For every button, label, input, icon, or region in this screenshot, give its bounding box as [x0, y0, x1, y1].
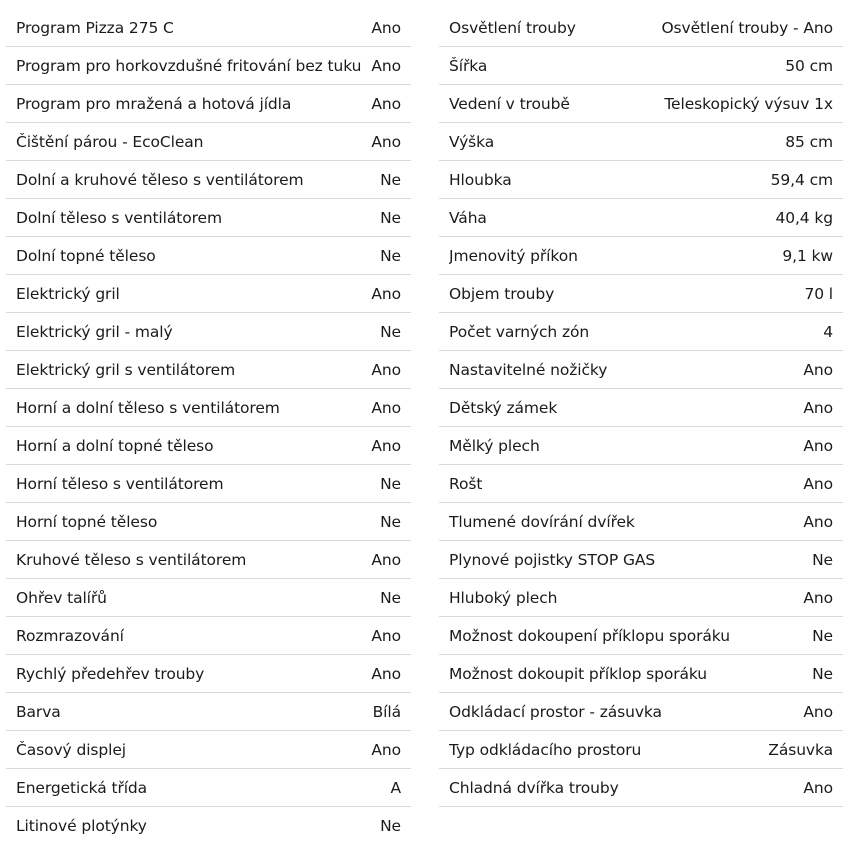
spec-row — [6, 427, 411, 465]
spec-label: Program pro horkovzdušné fritování bez tuku — [16, 56, 362, 75]
spec-value: Ne — [380, 170, 401, 189]
spec-row — [6, 693, 411, 731]
spec-label: Výška — [449, 132, 495, 151]
spec-value: Ano — [371, 132, 401, 151]
spec-row — [439, 47, 843, 85]
spec-row — [439, 731, 843, 769]
spec-label: Počet varných zón — [449, 322, 590, 341]
spec-value: Ano — [371, 550, 401, 569]
spec-row — [6, 85, 411, 123]
spec-label: Rychlý předehřev trouby — [16, 664, 205, 683]
spec-row — [6, 161, 411, 199]
spec-label: Časový displej — [16, 740, 126, 759]
spec-value: Ne — [380, 474, 401, 493]
spec-row — [6, 47, 411, 85]
spec-row — [439, 161, 843, 199]
spec-label: Odkládací prostor - zásuvka — [449, 702, 662, 721]
spec-value: 50 cm — [785, 56, 833, 75]
spec-row — [439, 465, 843, 503]
spec-label: Čištění párou - EcoClean — [16, 132, 204, 151]
spec-label: Možnost dokoupit příklop sporáku — [449, 664, 708, 683]
spec-value: 4 — [823, 322, 833, 341]
spec-row — [439, 427, 843, 465]
spec-value: Ne — [380, 588, 401, 607]
spec-label: Nastavitelné nožičky — [449, 360, 608, 379]
spec-label: Typ odkládacího prostoru — [449, 740, 642, 759]
spec-row — [6, 351, 411, 389]
spec-value: Ne — [812, 550, 833, 569]
spec-value: Ano — [803, 702, 833, 721]
spec-label: Barva — [16, 702, 61, 721]
spec-value: Ano — [371, 18, 401, 37]
spec-table-right — [439, 9, 843, 807]
spec-label: Kruhové těleso s ventilátorem — [16, 550, 247, 569]
spec-value: Bílá — [372, 702, 401, 721]
spec-row — [6, 199, 411, 237]
spec-row — [439, 9, 843, 47]
spec-value: Ano — [371, 398, 401, 417]
spec-row — [6, 313, 411, 351]
spec-label: Dolní topné těleso — [16, 246, 156, 265]
spec-row — [6, 541, 411, 579]
spec-value: Ano — [371, 360, 401, 379]
spec-value: Osvětlení trouby - Ano — [661, 18, 833, 37]
spec-label: Chladná dvířka trouby — [449, 778, 619, 797]
spec-label: Rozmrazování — [16, 626, 124, 645]
spec-row — [439, 693, 843, 731]
spec-label: Elektrický gril - malý — [16, 322, 173, 341]
spec-row — [6, 617, 411, 655]
spec-value: Ano — [371, 436, 401, 455]
spec-label: Plynové pojistky STOP GAS — [449, 550, 656, 569]
spec-row — [6, 237, 411, 275]
spec-label: Horní a dolní topné těleso — [16, 436, 214, 455]
spec-row — [439, 503, 843, 541]
spec-label: Dolní a kruhové těleso s ventilátorem — [16, 170, 304, 189]
spec-label: Tlumené dovírání dvířek — [449, 512, 635, 531]
spec-value: 40,4 kg — [775, 208, 833, 227]
spec-value: Ne — [380, 512, 401, 531]
spec-row — [439, 579, 843, 617]
spec-value: Ne — [380, 817, 401, 835]
spec-value: Zásuvka — [768, 740, 833, 759]
spec-label: Váha — [449, 208, 487, 227]
spec-row — [6, 123, 411, 161]
spec-value: 85 cm — [785, 132, 833, 151]
spec-label: Elektrický gril s ventilátorem — [16, 360, 236, 379]
spec-value: Ano — [803, 360, 833, 379]
spec-value: Ano — [371, 56, 401, 75]
spec-row — [6, 389, 411, 427]
spec-label: Objem trouby — [449, 284, 555, 303]
spec-row — [6, 465, 411, 503]
spec-value: Ano — [803, 778, 833, 797]
spec-value: Ano — [371, 626, 401, 645]
spec-label: Hloubka — [449, 170, 512, 189]
spec-row — [439, 237, 843, 275]
spec-label: Šířka — [449, 56, 488, 75]
spec-label: Mělký plech — [449, 436, 540, 455]
spec-row — [6, 807, 411, 845]
spec-value: Ano — [803, 588, 833, 607]
spec-label: Jmenovitý příkon — [449, 246, 578, 265]
spec-value: 70 l — [804, 284, 833, 303]
spec-row — [6, 503, 411, 541]
spec-value: A — [390, 778, 401, 797]
spec-row — [439, 769, 843, 807]
spec-label: Program Pizza 275 C — [16, 18, 174, 37]
spec-value: Ne — [812, 626, 833, 645]
spec-value: Ano — [803, 398, 833, 417]
spec-row — [439, 617, 843, 655]
spec-row — [6, 655, 411, 693]
spec-row — [6, 769, 411, 807]
spec-value: Ano — [371, 740, 401, 759]
spec-value: Ano — [803, 474, 833, 493]
spec-label: Energetická třída — [16, 778, 148, 797]
spec-label: Hluboký plech — [449, 588, 558, 607]
spec-value: Ano — [371, 94, 401, 113]
spec-table-left — [6, 9, 411, 845]
spec-value: Ne — [380, 246, 401, 265]
spec-value: Ne — [380, 208, 401, 227]
spec-row — [6, 9, 411, 47]
spec-label: Ohřev talířů — [16, 588, 107, 607]
spec-value: Ano — [371, 284, 401, 303]
spec-row — [439, 389, 843, 427]
spec-value: Ano — [803, 512, 833, 531]
spec-value: Ano — [803, 436, 833, 455]
spec-value: Ano — [371, 664, 401, 683]
spec-row — [6, 579, 411, 617]
spec-label: Osvětlení trouby — [449, 18, 576, 37]
spec-row — [439, 655, 843, 693]
spec-row — [439, 199, 843, 237]
spec-label: Rošt — [449, 474, 483, 493]
spec-row — [439, 313, 843, 351]
spec-label: Dolní těleso s ventilátorem — [16, 208, 222, 227]
spec-label: Horní a dolní těleso s ventilátorem — [16, 398, 280, 417]
spec-row — [6, 731, 411, 769]
spec-row — [439, 275, 843, 313]
spec-label: Dětský zámek — [449, 398, 558, 417]
spec-row — [439, 123, 843, 161]
spec-label: Horní těleso s ventilátorem — [16, 474, 224, 493]
spec-value: Teleskopický výsuv 1x — [664, 94, 833, 113]
spec-label: Horní topné těleso — [16, 512, 158, 531]
spec-row — [6, 275, 411, 313]
spec-row — [439, 351, 843, 389]
spec-label: Vedení v troubě — [449, 94, 570, 113]
spec-value: Ne — [812, 664, 833, 683]
spec-label: Elektrický gril — [16, 284, 120, 303]
spec-value: Ne — [380, 322, 401, 341]
spec-row — [439, 541, 843, 579]
spec-row — [439, 85, 843, 123]
spec-value: 9,1 kw — [782, 246, 833, 265]
spec-label: Možnost dokoupení příklopu sporáku — [449, 626, 730, 645]
spec-value: 59,4 cm — [770, 170, 833, 189]
spec-label: Program pro mražená a hotová jídla — [16, 94, 292, 113]
spec-label: Litinové plotýnky — [16, 817, 147, 835]
